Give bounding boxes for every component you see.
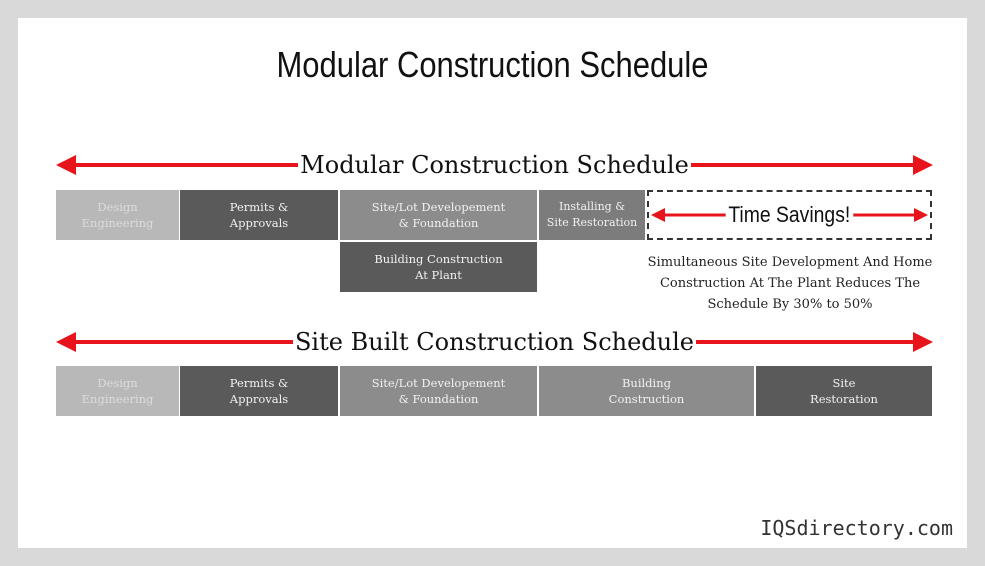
site-permits-approvals: Permits & Approvals — [180, 366, 338, 416]
modular-building-at-plant: Building Construction At Plant — [340, 242, 537, 292]
site-built-schedule-label: Site Built Construction Schedule — [294, 328, 694, 356]
site-lot-development: Site/Lot Developement & Foundation — [340, 366, 537, 416]
modular-schedule-label: Modular Construction Schedule — [300, 151, 689, 179]
watermark: IQSdirectory.com — [756, 514, 957, 542]
modular-permits-approvals: Permits & Approvals — [180, 190, 338, 240]
modular-design-engineering: Design Engineering — [56, 190, 179, 240]
time-savings-box — [647, 190, 932, 240]
modular-installing-restoration: Installing & Site Restoration — [539, 190, 645, 240]
site-building-construction: Building Construction — [539, 366, 754, 416]
modular-schedule-arrow — [56, 148, 933, 182]
site-built-schedule-arrow — [56, 325, 933, 359]
site-restoration: Site Restoration — [756, 366, 932, 416]
site-design-engineering: Design Engineering — [56, 366, 179, 416]
page-title: Modular Construction Schedule — [276, 44, 709, 85]
schedule-reduction-note: Simultaneous Site Development And Home Construction At The Plant Reduces The Schedule By 30% to 50% — [647, 255, 933, 312]
time-savings-label: Time Savings! — [726, 192, 853, 238]
modular-site-development: Site/Lot Developement & Foundation — [340, 190, 537, 240]
